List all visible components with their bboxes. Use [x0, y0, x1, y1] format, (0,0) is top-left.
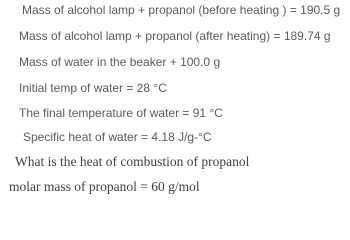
question-line: What is the heat of combustion of propanol	[15, 154, 250, 169]
mass-of-water-line: Mass of water in the beaker + 100.0 g	[19, 55, 221, 69]
molar-mass-line: molar mass of propanol = 60 g/mol	[9, 179, 200, 194]
mass-before-heating-line: Mass of alcohol lamp + propanol (before heating ) = 190.5 g	[22, 3, 341, 17]
mass-after-heating-line: Mass of alcohol lamp + propanol (after heating) = 189.74 g	[19, 29, 331, 43]
initial-temperature-line: Initial temp of water = 28 °C	[19, 81, 167, 95]
final-temperature-line: The final temperature of water = 91 °C	[19, 106, 223, 120]
specific-heat-line: Specific heat of water = 4.18 J/g-°C	[23, 130, 212, 144]
